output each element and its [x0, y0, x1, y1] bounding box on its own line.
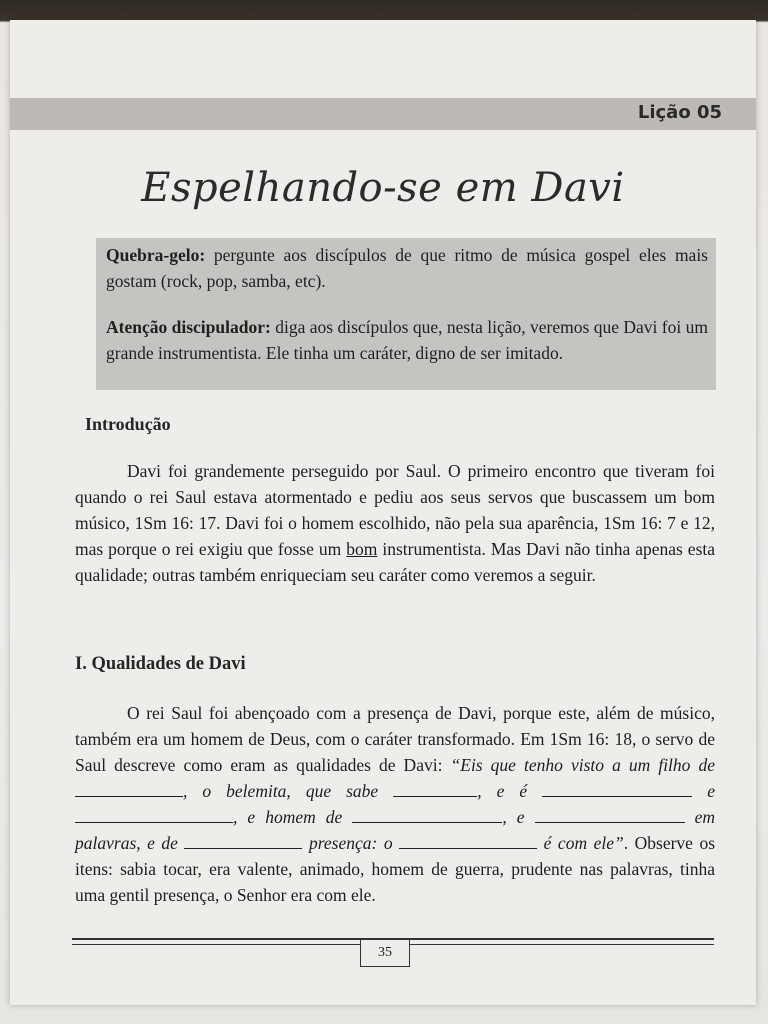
fill-blank-6[interactable] — [535, 804, 685, 823]
quote-part-6: , e — [502, 807, 525, 827]
section1-paragraph — [75, 700, 715, 908]
attention-label: Atenção discipulador: — [106, 317, 271, 337]
fill-blank-2[interactable] — [393, 778, 477, 797]
icebreaker-paragraph — [106, 242, 708, 294]
quote-part-2: , o belemita, que sabe — [183, 781, 379, 801]
page-number: 35 — [360, 940, 410, 967]
attention-text: diga aos discípulos que, nesta lição, veremos que Davi foi um grande instrumentista. Ele tinha um caráter, digno de ser imitado. — [106, 317, 708, 363]
fill-blank-1[interactable] — [75, 778, 183, 797]
quote-part-8: presença: o — [308, 833, 393, 853]
section1-text-b: . Observe os itens: sabia tocar, era valente, animado, homem de guerra, prudente nas palavras, tinha uma gentil presença, o Senhor era com ele. — [75, 833, 716, 905]
intro-text-b: instrumentista. Mas Davi não tinha apenas esta qualidade; outras também enriqueciam seu caráter como veremos a seguir. — [75, 539, 716, 585]
book-page — [10, 20, 756, 1005]
attention-paragraph — [106, 314, 708, 366]
intro-paragraph — [75, 458, 715, 588]
intro-heading: Introdução — [85, 414, 171, 434]
quote-part-5: , e homem de — [233, 807, 343, 827]
section1-heading: I. Qualidades de Davi — [75, 654, 246, 674]
callout-box — [96, 238, 716, 390]
lesson-label: Lição 05 — [637, 102, 722, 123]
fill-blank-5[interactable] — [352, 804, 502, 823]
intro-underlined-word: bom — [346, 539, 378, 559]
fill-blank-3[interactable] — [542, 778, 692, 797]
fill-blank-4[interactable] — [75, 804, 233, 823]
icebreaker-label: Quebra-gelo: — [106, 245, 206, 265]
intro-text-a: Davi foi grandemente perseguido por Saul. O primeiro encontro que tiveram foi quando o rei Saul estava atormentado e pediu aos seus servos que buscassem um bom músico, 1Sm 16: 17. Davi foi o homem escolhido, não pela sua aparência, 1Sm 16: 7 e 12, mas porque o rei exigiu que fosse um — [75, 461, 715, 559]
quote-part-7: em palavras, e de — [75, 807, 716, 853]
fill-blank-7[interactable] — [184, 830, 302, 849]
quote-part-1: “Eis que tenho visto a um filho de — [450, 755, 716, 775]
fill-blank-8[interactable] — [399, 830, 537, 849]
section1-text-a: O rei Saul foi abençoado com a presença de Davi, porque este, além de músico, também era um homem de Deus, com o caráter transformado. Em 1Sm 16: 18, o servo de Saul descreve como eram as qualidades de Davi: — [75, 703, 715, 775]
quote-part-4: e — [707, 781, 716, 801]
page-title: Espelhando-se em Davi — [141, 165, 625, 211]
icebreaker-text: pergunte aos discípulos de que ritmo de música gospel eles mais gostam (rock, pop, samba, etc). — [106, 245, 708, 291]
quote-part-3: , e é — [477, 781, 528, 801]
lesson-header-bar — [10, 98, 756, 130]
quote-part-9: é com ele” — [543, 833, 624, 853]
